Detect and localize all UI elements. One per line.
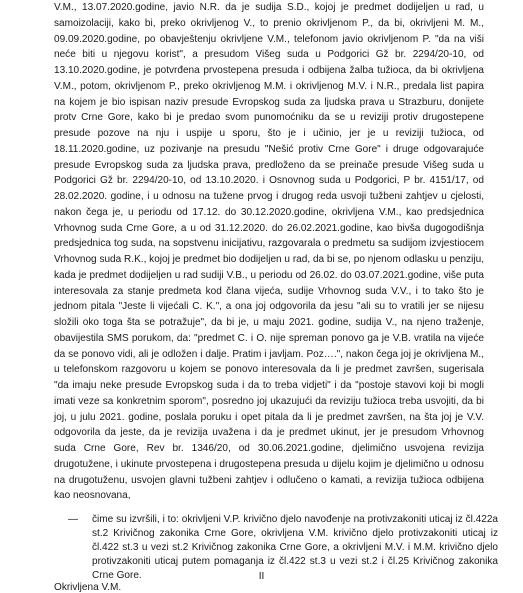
body-paragraph: V.M., 13.07.2020.godine, javio N.R. da je sudija S.D., kojoj je predmet dodijeljen u rad, u samoizolaciji, kako bi, preko okrivljenog V., to prenio okrivljenom P., da bi, okrivljeni M. M., 09.09.2020.godine, po obavještenju okrivljene V.M., telefonom javio okrivljenom P. "da na viši neće biti u njegovu korist", a presudom Višeg suda u Podgorici Gž br. 2294/20-10, od 13.10.2020.godine, je potvrđena prvostepena presuda i odbijena žalba tužioca, da bi okrivljena V.M., potom, okrivljenom P., preko okrivljenog M.M. i okrivljenog M.V. i N.R., predala list papira na kojem je bio ispisan naziv presude Evropskog suda za ljudska prava u Strazburu, donijete protv Crne Gore, kako bi je predao svom punomoćniku da se u reviziji protiv drugostepene presude pozove na nju i uspije u sporu, što je i učinio, jer je u reviziji tužioca, od 18.11.2020.godine, uz pozivanje na presudu "Nešić protiv Crne Gore" i druge odgovarajuće presude Evropskog suda za ljudska prava, predloženo da se preinače presude Višeg suda u Podgorici Gž br. 2294/20-10, od 13.10.2020. i Osnovnog suda u Podgorici, P br. 4151/17, od 28.02.2020. godine, i u odnosu na tužene prvog i drugog reda usvoji tužbeni zahtjev u cjelosti, nakon čega je, u periodu od 17.12. do 30.12.2020.godine, okrivljena V.M., kao predsjednica Vrhovnog suda Crne Gore, a u od 31.12.2020. do 26.02.2021.godine, kao bivša dugogodišnja predsjednica tog suda, na sopstvenu inicijativu, razgovarala o predmetu sa sudijom izvjestiocem Vrhovnog suda R.K., kojoj je predmet bio dodijeljen u rad, da bi se, po njenom odlasku u penziju, kada je predmet dodijeljen u rad sudiji V.B., u periodu od 26.02. do 03.07.2021.godine, više puta interesovala za stanje predmeta kod člana vijeća, sudije Vrhovnog suda V.V., i to tako što je jednom pitala "Jeste li vijećali C. K.", a ona joj odgovorila da jesu "ali su to vratili jer se nijesu složili oko toga šta se potražuje", da bi je, u maju 2021. godine, sudija V., na njeno traženje, obavijestila SMS porukom, da: "predmet C. i O. nije spreman ponovo ga je V.B. vratila na vijeće da se ponovo vidi, ali je odložen i dalje. Pratim i javljam. Poz….", nakon čega joj je okrivljena M., u telefonskom razgovoru u kojem se ponovo interesovala da li je predmet završen, sugerisala "da imaju neke presude Evropskog suda i da to treba vidjeti" i da "postoje stavovi koji bi mogli imati veze sa konkretnim sporom", posredno joj ukazujući da reviziju tužioca treba usvojiti, da bi joj, u julu 2021. godine, poslala poruku i opet pitala da li je predmet završen, na šta joj je V.V. odgovorila da jeste, da je revizija uvažena i da je predmet ukinut, jer je presudom Vrhovnog suda Crne Gore, Rev br. 1346/20, od 30.06.2021.godine, djelimično usvojena revizija drugotužene, i ukinute prvostepena i drugostepena presuda u dijelu kojim je djelimično u odnosu na drugotuženu, usvojen glavni tužbeni zahtjev i odlučeno o kamati, a revizija tužioca odbijena kao neosnovana, (54, 2, 484, 502)
section-numeral: II (258, 571, 265, 582)
list-item-text: čime su izvršili, i to: okrivljeni V.P. krivično djelo navođenje na protivzakoniti uticaj iz čl.422a st.2 Krivičnog zakonika Crne Gore, okrivljena V.M. krivično djelo protivzakoniti uticaj iz čl.422 st.3 u vezi st.2 Krivičnog zakonika Crne Gore, a okrivljeni M.V. i M.M. krivično djelo protivzakoniti uticaj putem pomaganja iz čl.422 st.3 u vezi st.2 i čl.25 Krivičnog zakonika Crne Gore. (92, 514, 498, 582)
next-section-heading: Okrivljena V.M. (54, 582, 122, 593)
dash-bullet: — (68, 514, 79, 525)
